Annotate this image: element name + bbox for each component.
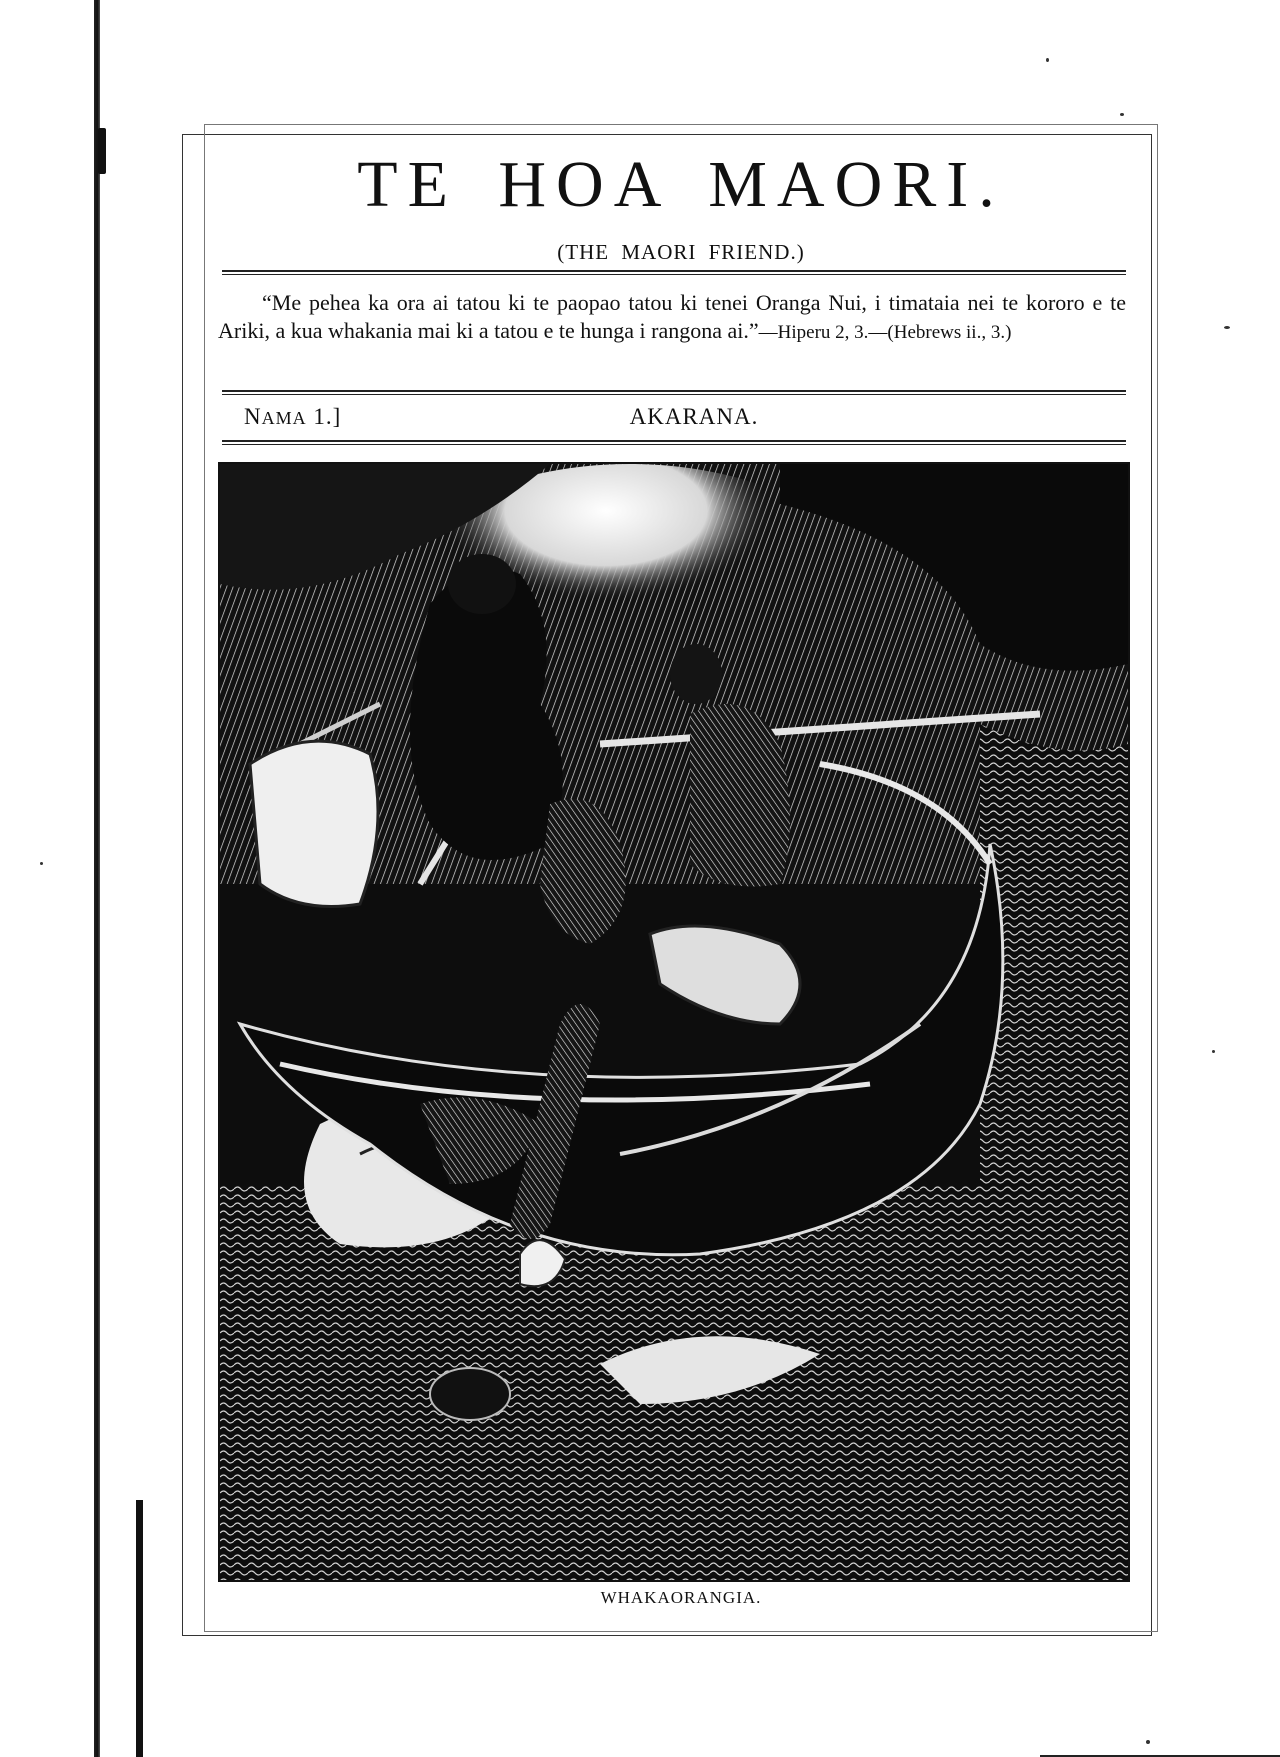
motto-reference: —Hiperu 2, 3.—(Hebrews ii., 3.) (758, 322, 1012, 343)
binding-edge (94, 0, 100, 1757)
issue-number: NAMA 1.] (244, 404, 342, 429)
scan-speck (1146, 1740, 1150, 1744)
masthead (204, 148, 1158, 265)
binding-edge-lower (136, 1500, 143, 1757)
binding-mark (98, 128, 106, 174)
rule-divider (222, 390, 1126, 395)
issue-row (222, 404, 1126, 438)
rule-divider (222, 270, 1126, 275)
page-title: TE HOA MAORI. (357, 148, 1005, 221)
scan-speck (1224, 326, 1230, 329)
scan-speck (1212, 1050, 1215, 1053)
page-subtitle: (THE MAORI FRIEND.) (557, 240, 805, 264)
rule-divider (222, 440, 1126, 445)
motto-block (218, 289, 1126, 347)
issue-place: AKARANA. (629, 404, 759, 429)
illustration-caption: WHAKAORANGIA. (600, 1588, 762, 1607)
scan-speck (40, 862, 43, 865)
scan-speck (1046, 58, 1049, 62)
engraving-rescue-boat-icon (220, 464, 1128, 1580)
scan-speck (1120, 113, 1124, 116)
engraving-illustration (218, 462, 1130, 1582)
motto-quote: “Me pehea ka ora ai tatou ki te paopao tatou ki tenei Oranga Nui, i timataia nei te kororo e te Ariki, a kua whakania mai ki a tatou e te hunga i rangona ai.” (218, 290, 1126, 343)
